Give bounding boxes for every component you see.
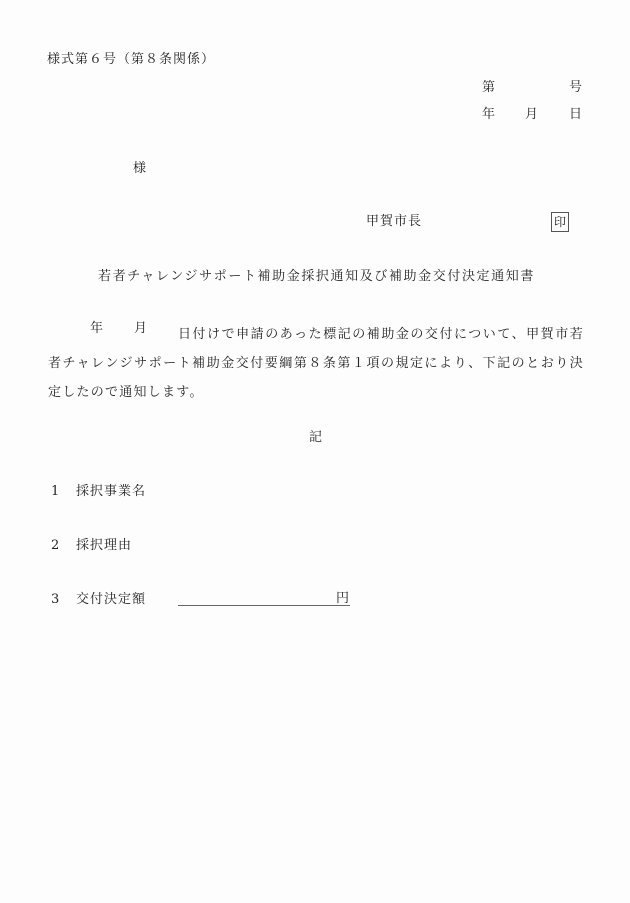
body-date-month: 月 xyxy=(134,321,148,336)
item-number-1: 1 xyxy=(51,484,60,499)
doc-number-suffix: 号 xyxy=(569,80,583,95)
addressee-honorific: 様 xyxy=(133,161,147,176)
form-number: 様式第６号（第８条関係） xyxy=(47,52,216,67)
date-day: 日 xyxy=(569,107,583,122)
body-text: 日付けで申請のあった標記の補助金の交付について、甲賀市若者チャレンジサポート補助金交付要綱第８条第１項の規定により、下記のとおり決定したので通知します。 xyxy=(48,327,584,400)
ki-heading: 記 xyxy=(309,430,323,445)
item-number-3: 3 xyxy=(51,592,60,607)
item-label-1: 採択事業名 xyxy=(76,484,147,499)
date-year: 年 xyxy=(482,107,496,122)
seal-box: 印 xyxy=(551,212,569,232)
amount-underline xyxy=(178,605,350,606)
body-paragraph xyxy=(48,320,584,407)
sender-name: 甲賀市長 xyxy=(366,214,423,229)
item-number-2: 2 xyxy=(51,538,60,553)
item-label-3: 交付決定額 xyxy=(76,592,147,607)
body-date-year: 年 xyxy=(90,321,104,336)
doc-number-prefix: 第 xyxy=(482,80,496,95)
document-title: 若者チャレンジサポート補助金採択通知及び補助金交付決定通知書 xyxy=(98,269,535,284)
item-label-2: 採択理由 xyxy=(76,538,133,553)
date-month: 月 xyxy=(525,107,539,122)
amount-unit: 円 xyxy=(336,591,350,606)
